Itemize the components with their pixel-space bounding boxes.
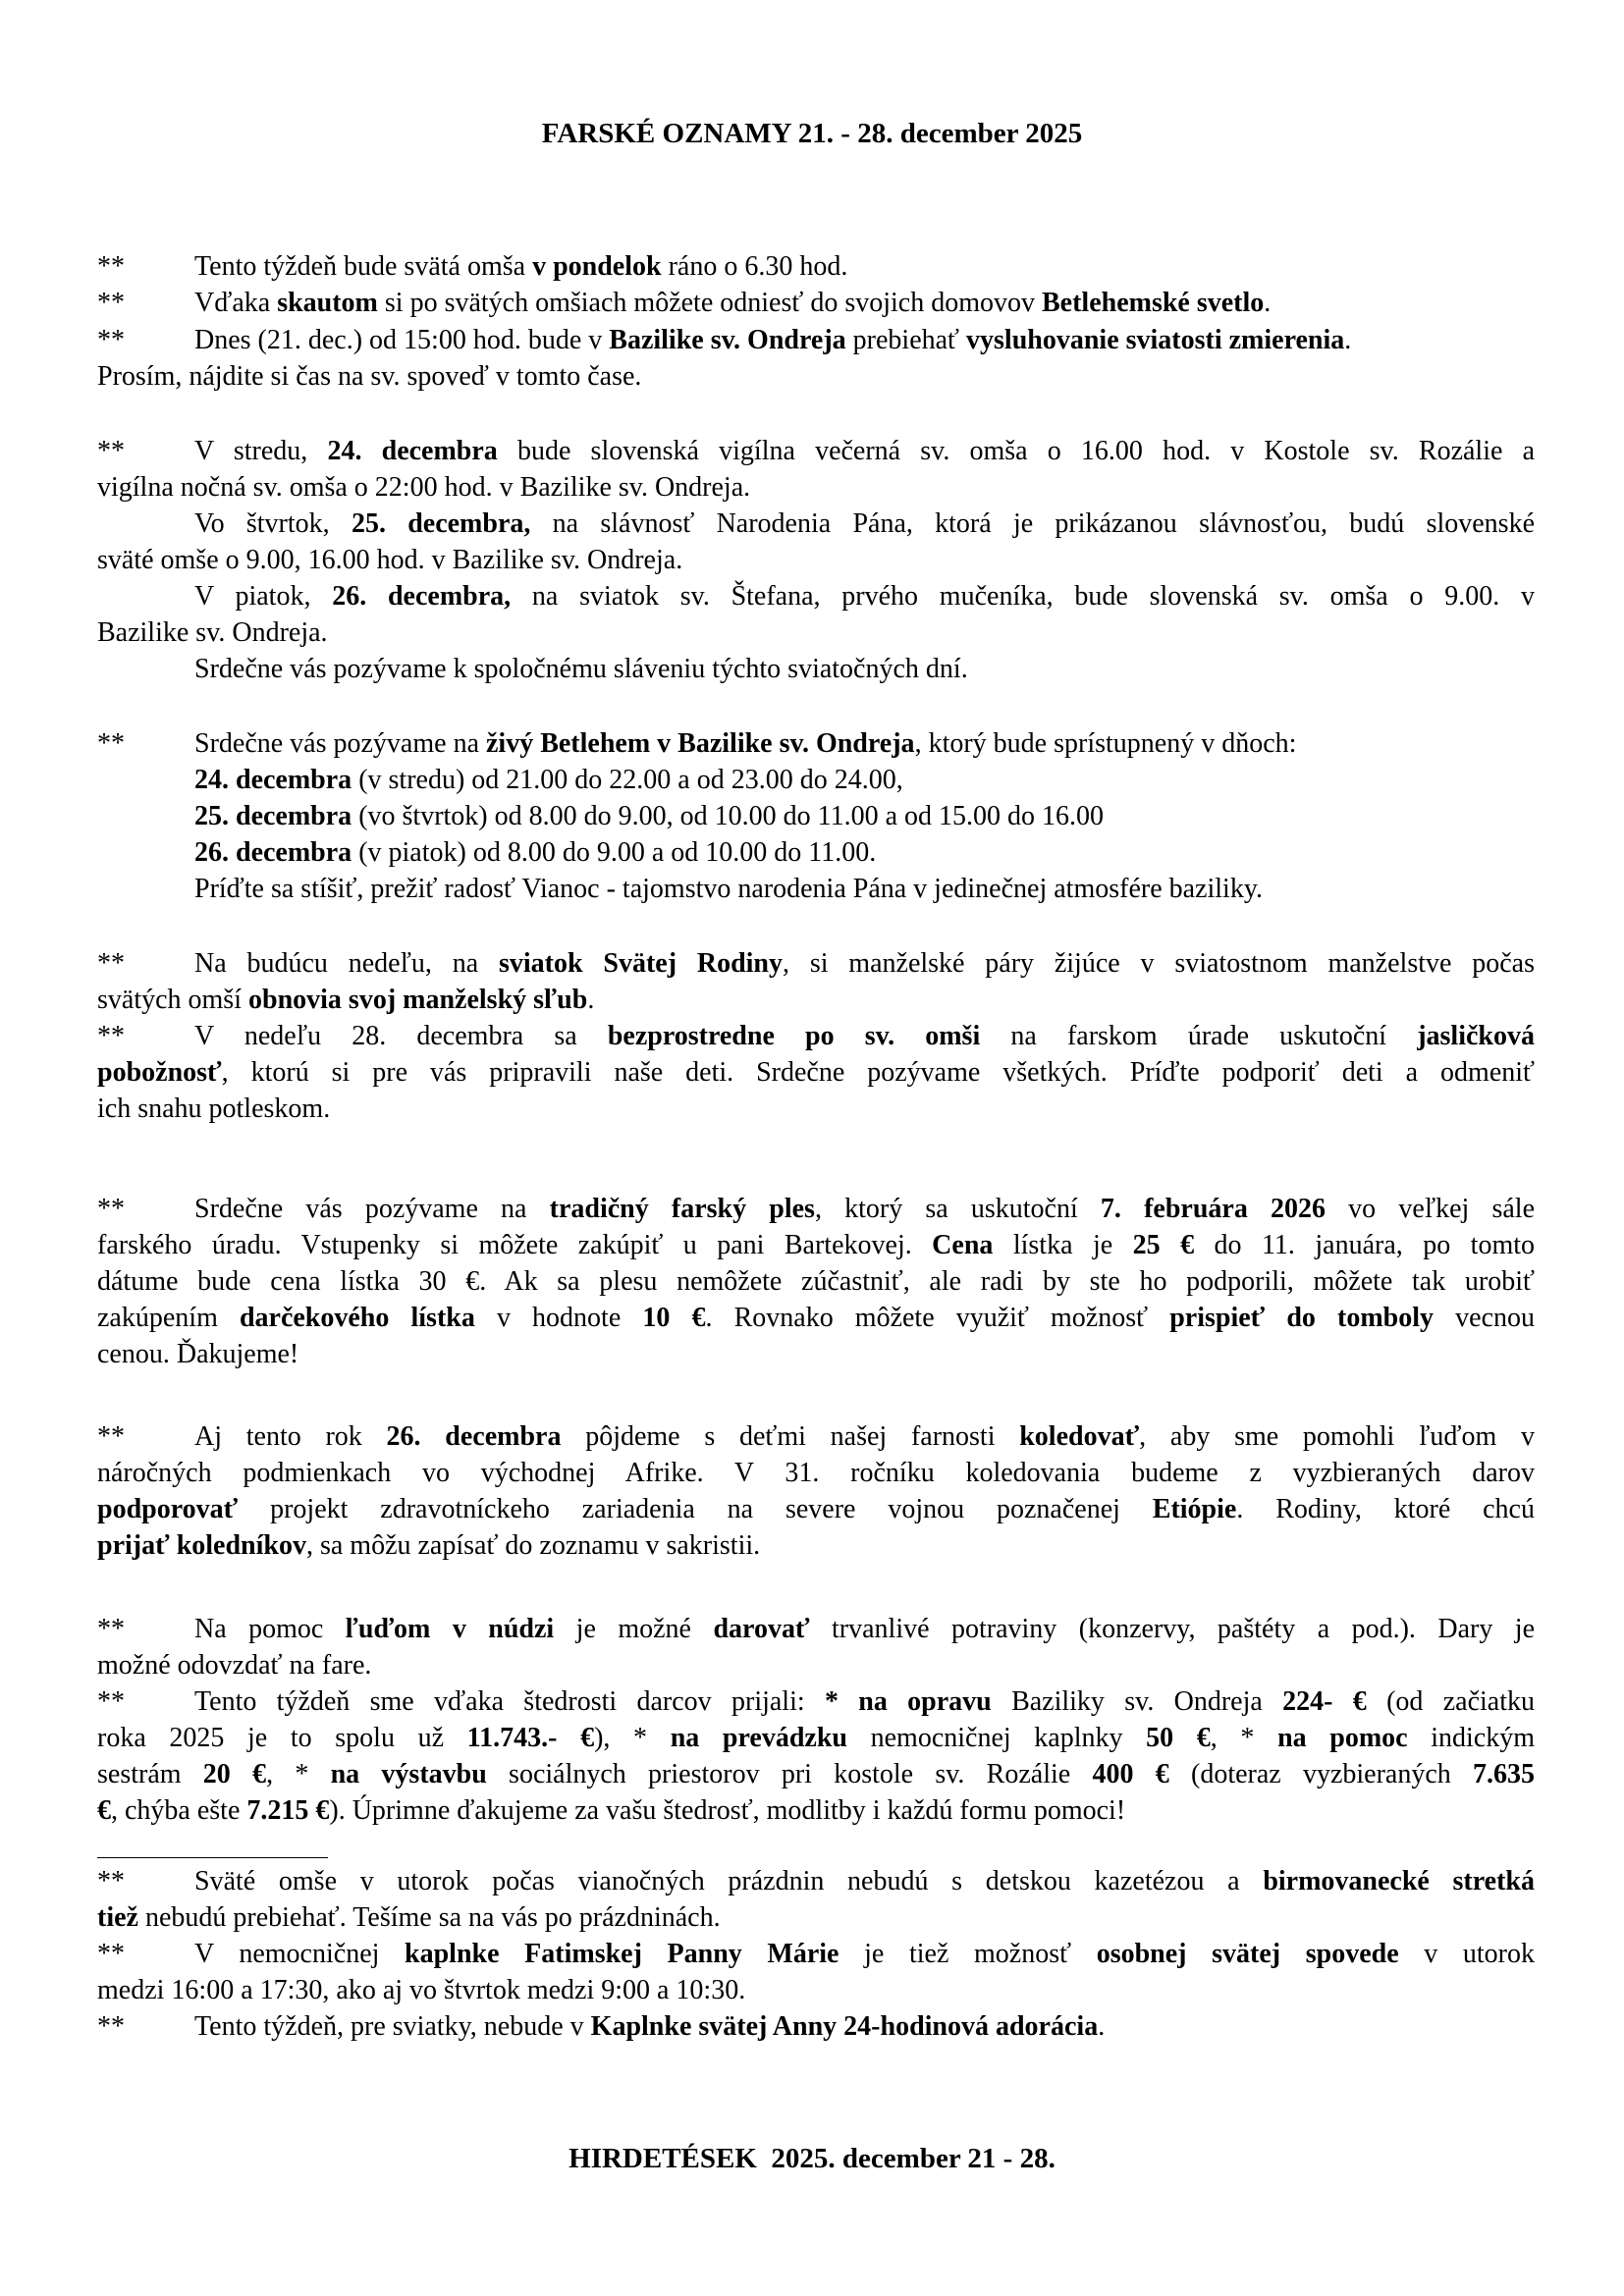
text-bold: na výstavbu [330,1759,487,1789]
text: prebiehať [845,325,967,355]
text-bold: birmovanecké stretká [1263,1866,1536,1896]
carol-singing-line3 [97,1493,1535,1526]
text-bold: 24. decembra [327,436,498,466]
text-bold: darčekového lístka [239,1303,475,1333]
footer-title: HIRDETÉSEK 2025. december 21 - 28. [568,2143,1056,2174]
text: , chýba ešte [111,1795,247,1826]
text: v hodnote [474,1303,643,1333]
text: pôjdeme s deťmi našej farnosti [561,1421,1020,1452]
donations-line3 [97,1758,1535,1791]
text: náročných podmienkach vo východnej Afrike. V 31. ročníku koledovania budeme z vyzbieraných darov [97,1458,1535,1488]
text: V nedeľu 28. decembra sa [194,1021,608,1051]
text-bold: € [97,1795,111,1826]
announcement-nativity-play [97,1020,1535,1053]
text-bold: v pondelok [532,251,662,282]
hospital-chapel-line2 [97,1974,1535,2007]
announcement-confession-line2 [97,360,1535,394]
text-bold: Cena [932,1230,994,1260]
christmas-masses-line3 [97,507,1535,541]
text-bold: koledovať [1019,1421,1140,1452]
text: sväté omše o 9.00, 16.00 hod. v Bazilike sv. Ondreja. [97,545,683,575]
text: lístka je [993,1230,1133,1260]
text: na sviatok sv. Štefana, prvého mučeníka, bude slovenská sv. omša o 9.00. v [511,581,1535,612]
text-bold: skautom [277,288,378,318]
text: V piatok, [194,581,333,612]
text-bold: pobožnosť [97,1057,222,1088]
text-bold: 10 € [642,1303,706,1333]
text: Vo štvrtok, [194,508,352,539]
bullet-marker: ** [97,251,125,282]
text: indickým [1407,1723,1536,1753]
text: , * [1210,1723,1278,1753]
carol-singing-line4 [97,1529,1535,1563]
text: roka 2025 je to spolu už [97,1723,467,1753]
text: nemocničnej kaplnky [846,1723,1147,1753]
text: , ktorú si pre vás pripravili naše deti. Srdečne pozývame všetkých. Príďte podporiť deti a odmeniť [221,1057,1535,1088]
text: ), * [594,1723,671,1753]
text: (vo štvrtok) od 8.00 do 9.00, od 10.00 do 11.00 a od 15.00 do 16.00 [352,801,1105,831]
text-bold: Bazilike sv. Ondreja [609,325,846,355]
donations-line2 [97,1722,1535,1755]
text: bude slovenská vigílna večerná sv. omša o 16.00 hod. v Kostole sv. Rozálie a [497,436,1535,466]
bullet-marker: ** [97,325,125,355]
text: sestrám [97,1759,203,1789]
bullet-marker: ** [97,288,125,318]
bullet-marker: ** [97,436,125,466]
announcement-parish-ball [97,1193,1535,1226]
text-bold: tradičný farský ples [549,1194,815,1224]
text: . [1098,2011,1106,2042]
text-bold: Betlehemské svetlo [1041,288,1265,318]
text: dátume bude cena lístka 30 €. Ak sa plesu nemôžete zúčastniť, ale radi by ste ho podporili, môžete tak urobiť [97,1266,1535,1297]
text-bold: Kaplnke svätej Anny 24-hodinová adorácia [590,2011,1099,2042]
text-bold: 20 € [202,1759,267,1789]
text: medzi 16:00 a 17:30, ako aj vo štvrtok medzi 9:00 a 10:30. [97,1975,746,2005]
text: farského úradu. Vstupenky si môžete zakúpiť u pani Bartekovej. [97,1230,933,1260]
text: ráno o 6.30 hod. [661,251,848,282]
bullet-marker: ** [97,1021,125,1051]
text-bold: 400 € [1092,1759,1169,1789]
page-title: FARSKÉ OZNAMY 21. - 28. december 2025 [541,118,1083,149]
text: Tento týždeň bude svätá omša [194,251,533,282]
announcement-bethlehem-light [97,287,1535,320]
text: Tento týždeň sme vďaka štedrosti darcov prijali: [194,1686,825,1717]
text-bold: sviatok Svätej Rodiny [499,948,783,979]
text-bold: 11.743.- € [466,1723,595,1753]
donations-line4 [97,1794,1535,1828]
text-bold: jasličková [1417,1021,1535,1051]
text-bold: 7.215 € [246,1795,330,1826]
text: (doteraz vyzbieraných [1168,1759,1474,1789]
text: v utorok [1398,1939,1536,1969]
text: Na pomoc [194,1614,346,1644]
text: je tiež možnosť [839,1939,1097,1969]
text: možné odovzdať na fare. [97,1650,372,1681]
text: Srdečne vás pozývame k spoločnému sláveniu týchto sviatočných dní. [194,654,968,684]
christmas-masses-line5 [97,580,1535,614]
christmas-masses-line6 [97,616,1535,650]
living-nativity-invite [97,873,1535,906]
text-bold: osobnej svätej spovede [1096,1939,1399,1969]
text: na slávnosť Narodenia Pána, ktorá je prikázanou slávnosťou, budú slovenské [530,508,1536,539]
text: je možné [554,1614,714,1644]
announcement-hospital-chapel [97,1938,1535,1971]
announcement-christmas-masses [97,435,1535,468]
bullet-marker: ** [97,1866,125,1896]
text: , sa môžu zapísať do zoznamu v sakristii. [305,1530,761,1561]
text: Na budúcu nedeľu, na [194,948,499,979]
text: V nemocničnej [194,1939,406,1969]
text-bold: * na opravu [824,1686,992,1717]
text-bold: 224- € [1282,1686,1367,1717]
text-bold: prijať koledníkov [97,1530,306,1561]
text: sociálnych priestorov pri kostole sv. Rozálie [486,1759,1093,1789]
text-bold: 7.635 [1473,1759,1536,1789]
text: , aby sme pomohli ľuďom v [1139,1421,1535,1452]
christmas-masses-line2 [97,471,1535,505]
announcement-monday-mass [97,250,1535,284]
text: projekt zdravotníckeho zariadenia na severe vojnou poznačenej [238,1494,1153,1524]
text: . [1344,325,1352,355]
text-bold: darovať [713,1614,810,1644]
text: na farskom úrade uskutoční [980,1021,1418,1051]
living-nativity-date-3 [97,836,1535,870]
announcement-adoration [97,2010,1535,2044]
text-bold: podporovať [97,1494,239,1524]
text-bold: na prevádzku [670,1723,847,1753]
text: si po svätých omšiach môžete odniesť do svojich domovov [377,288,1042,318]
text-bold: 7. februára 2026 [1100,1194,1326,1224]
text-bold: na pomoc [1277,1723,1408,1753]
nativity-play-line3 [97,1093,1535,1126]
text-bold: prispieť do tomboly [1169,1303,1435,1333]
text: Srdečne vás pozývame na [194,728,486,759]
text: (v piatok) od 8.00 do 9.00 a od 10.00 do 11.00. [352,837,877,868]
parish-ball-line4 [97,1302,1535,1335]
bullet-marker: ** [97,1686,125,1717]
carol-singing-line2 [97,1457,1535,1490]
text-bold: 26. decembra, [332,581,512,612]
text: , * [266,1759,331,1789]
text-bold: 25. decembra [194,801,352,831]
text-bold: ľuďom v núdzi [345,1614,555,1644]
text: cenou. Ďakujeme! [97,1339,299,1369]
text-bold: Etiópie [1152,1494,1237,1524]
announcement-donations-received [97,1685,1535,1719]
text: do 11. januára, po tomto [1194,1230,1536,1260]
announcement-carol-singing [97,1420,1535,1454]
text: Vďaka [194,288,278,318]
text: , ktorý sa uskutoční [814,1194,1101,1224]
parish-ball-line3 [97,1265,1535,1299]
living-nativity-date-2 [97,800,1535,833]
bullet-marker: ** [97,1939,125,1969]
announcement-living-nativity [97,727,1535,761]
parish-ball-line5 [97,1338,1535,1371]
text: Baziliky sv. Ondreja [991,1686,1283,1717]
text: , si manželské páry žijúce v sviatostnom manželstve počas [783,948,1535,979]
announcement-food-donation [97,1613,1535,1646]
bullet-marker: ** [97,728,125,759]
text-bold: kaplnke Fatimskej Panny Márie [405,1939,839,1969]
text: . [1264,288,1272,318]
announcement-tuesday-masses [97,1865,1535,1898]
text: Sväté omše v utorok počas vianočných prázdnin nebudú s detskou kazetézou a [194,1866,1264,1896]
text: Bazilike sv. Ondreja. [97,617,328,648]
bullet-marker: ** [97,948,125,979]
text-bold: 25. decembra, [351,508,531,539]
text: vo veľkej sále [1326,1194,1536,1224]
separator-line [97,1857,328,1858]
text: , ktorý bude sprístupnený v dňoch: [914,728,1297,759]
text: nebudú prebiehať. Tešíme sa na vás po prázdninách. [137,1902,721,1933]
text: zakúpením [97,1303,240,1333]
parish-ball-line2 [97,1229,1535,1262]
text-bold: živý Betlehem v Bazilike sv. Ondreja [486,728,915,759]
text: Aj tento rok [194,1421,387,1452]
text: Príďte sa stíšiť, prežiť radosť Vianoc - tajomstvo narodenia Pána v jedinečnej atmosfére baziliky. [194,874,1263,904]
text: ich snahu potleskom. [97,1094,331,1124]
text: V stredu, [194,436,328,466]
bullet-marker: ** [97,1614,125,1644]
bullet-marker: ** [97,2011,125,2042]
text: Tento týždeň, pre sviatky, nebude v [194,2011,591,2042]
text: . Rovnako môžete využiť možnosť [705,1303,1170,1333]
tuesday-masses-line2 [97,1901,1535,1935]
text: Prosím, nájdite si čas na sv. spoveď v tomto čase. [97,361,642,392]
text-bold: obnovia svoj manželský sľub [248,985,588,1015]
food-donation-line2 [97,1649,1535,1682]
announcement-confession [97,324,1535,357]
text: vigílna nočná sv. omša o 22:00 hod. v Bazilike sv. Ondreja. [97,472,751,503]
text: (od začiatku [1366,1686,1536,1717]
text-bold: 25 € [1132,1230,1195,1260]
text: (v stredu) od 21.00 do 22.00 a od 23.00 do 24.00, [352,765,903,795]
text: vecnou [1434,1303,1535,1333]
text-bold: 26. decembra [386,1421,562,1452]
christmas-masses-line4 [97,544,1535,577]
text: Srdečne vás pozývame na [194,1194,550,1224]
text: ). Úprimne ďakujeme za vašu štedrosť, modlitby i každú formu pomoci! [329,1795,1126,1826]
text-bold: bezprostredne po sv. omši [607,1021,981,1051]
text-bold: 24. decembra [194,765,352,795]
text: trvanlivé potraviny (konzervy, paštéty a pod.). Dary je [809,1614,1536,1644]
text-bold: tiež [97,1902,138,1933]
text: . Rodiny, ktoré chcú [1236,1494,1535,1524]
text: svätých omší [97,985,248,1015]
bullet-marker: ** [97,1421,125,1452]
text-bold: 26. decembra [194,837,352,868]
text: Dnes (21. dec.) od 15:00 hod. bude v [194,325,610,355]
christmas-masses-line7 [97,653,1535,686]
text: . [587,985,595,1015]
nativity-play-line2 [97,1056,1535,1090]
announcement-holy-family [97,947,1535,981]
text-bold: 50 € [1146,1723,1211,1753]
bullet-marker: ** [97,1194,125,1224]
holy-family-line2 [97,984,1535,1017]
living-nativity-date-1 [97,764,1535,797]
text-bold: vysluhovanie sviatosti zmierenia [966,325,1345,355]
